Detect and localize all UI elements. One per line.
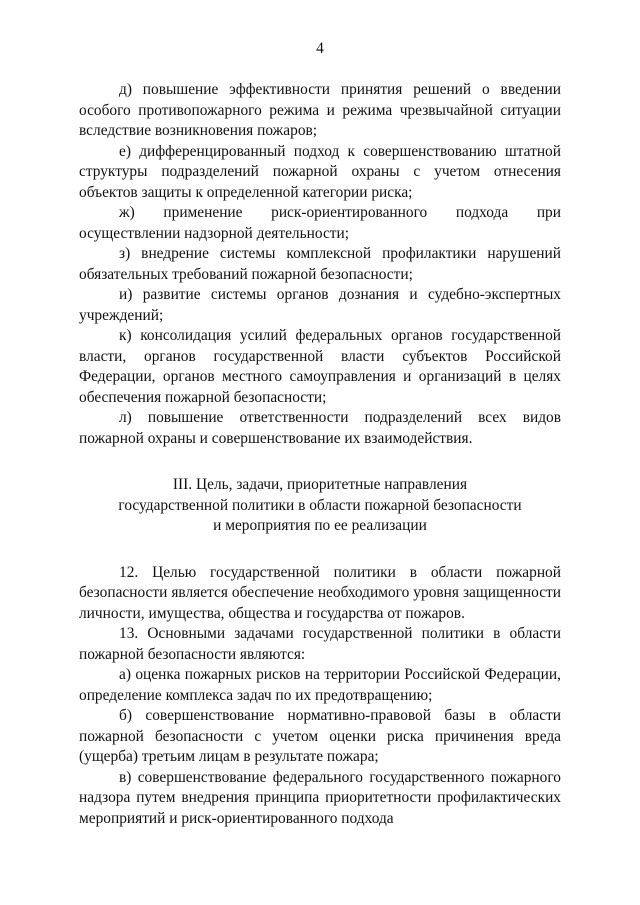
paragraph-item-k: к) консолидация усилий федеральных органов государственной власти, органов государственной власти субъектов Российской Федерации, органов местного самоуправления и организаций в целях обеспечения пожарной безопасности; [79, 327, 561, 406]
paragraph-item-i: и) развитие системы органов дознания и судебно-экспертных учреждений; [79, 286, 561, 324]
document-body [79, 80, 561, 829]
paragraph-item-d: д) повышение эффективности принятия решений о введении особого противопожарного режима и режима чрезвычайной ситуации вследствие возникновения пожаров; [79, 81, 561, 139]
page-number: 4 [316, 40, 324, 57]
section-heading [79, 475, 561, 537]
paragraph-item-e: е) дифференцированный подход к совершенствованию штатной структуры подразделений пожарной охраны с учетом отнесения объектов защиты к определенной категории риска; [79, 142, 561, 201]
paragraph-13: 13. Основными задачами государственной политики в области пожарной безопасности являются: [79, 625, 561, 663]
paragraph-item-v: в) совершенствование федерального государственного пожарного надзора путем внедрения принципа приоритетности профилактических мероприятий и риск-ориентированного подхода [79, 768, 561, 827]
paragraph-item-zh: ж) применение риск-ориентированного подхода при осуществлении надзорной деятельности; [79, 204, 561, 242]
section-heading-line-3: и мероприятия по ее реализации [213, 517, 427, 534]
section-heading-line-2: государственной политики в области пожарной безопасности [118, 496, 522, 514]
section-heading-line-1: III. Цель, задачи, приоритетные направления [172, 476, 468, 493]
paragraph-item-a: а) оценка пожарных рисков на территории Российской Федерации, определение комплекса задач по их предотвращению; [79, 666, 561, 704]
paragraph-item-z: з) внедрение системы комплексной профилактики нарушений обязательных требований пожарной безопасности; [79, 245, 561, 283]
paragraph-12: 12. Целью государственной политики в области пожарной безопасности является обеспечение необходимого уровня защищенности личности, имущества, общества и государства от пожаров. [79, 563, 561, 622]
paragraph-item-b: б) совершенствование нормативно-правовой базы в области пожарной безопасности с учетом оценки риска причинения вреда (ущерба) третьим лицам в результате пожара; [79, 707, 561, 765]
paragraph-item-l: л) повышение ответственности подразделений всех видов пожарной охраны и совершенствование их взаимодействия. [79, 409, 561, 447]
